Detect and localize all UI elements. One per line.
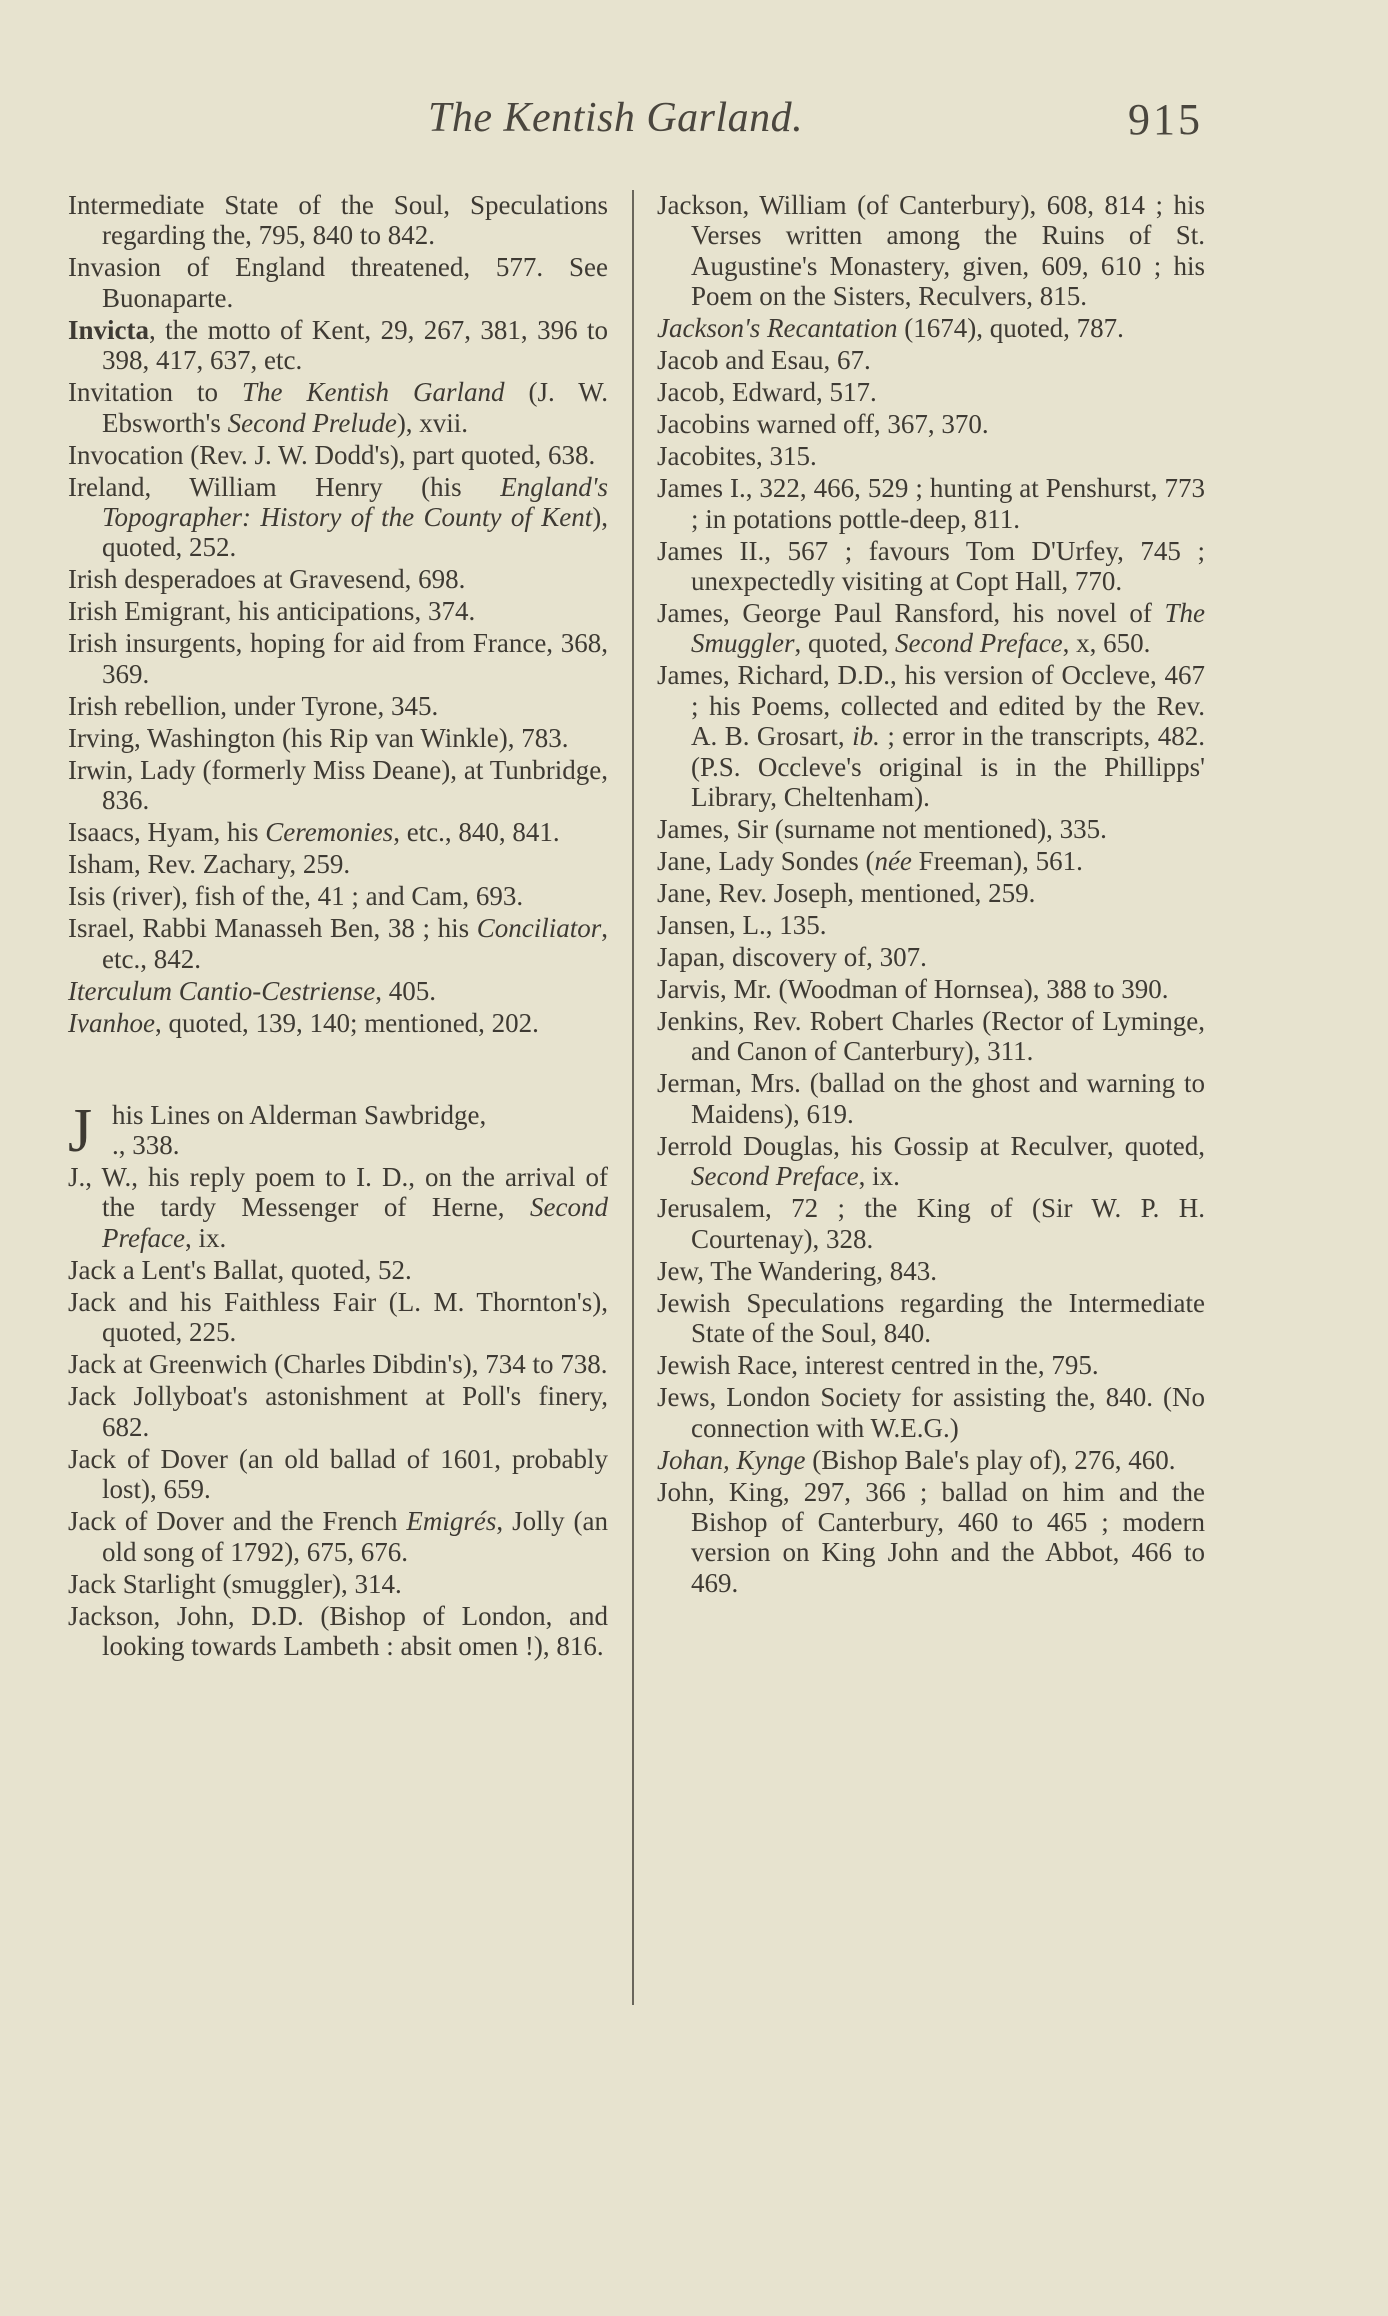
index-entry-text: née bbox=[874, 846, 912, 877]
index-entry-text: Isis (river), fish of the, 41 ; and Cam, 693. bbox=[68, 881, 524, 912]
index-entry-text: ib. bbox=[852, 721, 880, 752]
index-entry-text: Irish desperadoes at Gravesend, 698. bbox=[68, 564, 466, 595]
index-entry-text: Jerrold Douglas, his Gossip at Reculver, quoted, bbox=[657, 1130, 1205, 1161]
index-entry bbox=[68, 315, 608, 376]
index-entry-text: James, George Paul Ransford, his novel of bbox=[657, 598, 1165, 629]
index-entry-text: Isaacs, Hyam, his bbox=[68, 817, 266, 848]
index-entry-text: Ceremonies bbox=[265, 817, 394, 848]
index-entry bbox=[657, 974, 1205, 1004]
index-entry bbox=[68, 1255, 608, 1285]
index-entry-text: Jackson's Recantation bbox=[657, 313, 898, 344]
index-entry bbox=[68, 596, 608, 626]
index-entry-text: Irish insurgents, hoping for aid from France, 368, 369. bbox=[68, 628, 608, 689]
index-entry bbox=[657, 313, 1205, 343]
index-entry bbox=[657, 1193, 1205, 1254]
index-entry-text: Jackson, William (of Canterbury), 608, 814 ; his Verses written among the Ruins of St. Augustine's Monastery, given, 609, 610 ; his Poem on the Sisters, Reculvers, 815. bbox=[657, 190, 1205, 312]
index-entry-text: Jack and his Faithless Fair (L. M. Thornton's), quoted, 225. bbox=[68, 1286, 608, 1348]
index-entry-text: Jacob and Esau, 67. bbox=[657, 345, 871, 376]
index-entry-text: (1674), quoted, 787. bbox=[897, 313, 1124, 344]
index-entry bbox=[68, 1381, 608, 1442]
index-entry-text: England's Topographer: History of the County of Kent bbox=[102, 471, 608, 533]
index-entry bbox=[68, 1008, 608, 1038]
index-entry-text: Jack of Dover and the French bbox=[68, 1506, 407, 1537]
index-entry-text: Second Preface bbox=[102, 1192, 608, 1253]
left-column bbox=[68, 190, 608, 1663]
index-entry-text: Jacobites, 315. bbox=[657, 441, 817, 472]
index-entry-text: James, Sir (surname not mentioned), 335. bbox=[657, 814, 1107, 845]
left-entries bbox=[68, 190, 608, 1038]
index-entry bbox=[657, 1350, 1205, 1380]
index-entry bbox=[68, 1287, 608, 1348]
index-entry bbox=[657, 942, 1205, 972]
index-entry-text: Iterculum Cantio-Cestriense bbox=[68, 975, 376, 1006]
index-entry bbox=[657, 1477, 1205, 1599]
index-entry-text: Irish Emigrant, his anticipations, 374. bbox=[68, 596, 476, 627]
index-entry-text: Isham, Rev. Zachary, 259. bbox=[68, 849, 351, 880]
index-entry-text: Irwin, Lady (formerly Miss Deane), at Tunbridge, 836. bbox=[68, 754, 608, 816]
index-entry bbox=[68, 849, 608, 879]
index-entry bbox=[68, 755, 608, 816]
left-entries-j bbox=[68, 1162, 608, 1661]
index-entry-text: Johan, Kynge bbox=[657, 1444, 806, 1475]
index-entry bbox=[657, 1445, 1205, 1475]
index-entry bbox=[657, 1288, 1205, 1349]
index-entry-text: The Smuggler bbox=[691, 598, 1205, 659]
index-entry bbox=[657, 536, 1205, 597]
index-entry-text: (J. W. Ebsworth's bbox=[102, 377, 608, 438]
running-title: The Kentish Garland. bbox=[428, 95, 804, 141]
index-entry bbox=[657, 814, 1205, 844]
index-entry bbox=[68, 1569, 608, 1599]
index-entry-text: James I., 322, 466, 529 ; hunting at Penshurst, 773 ; in potations pottle-deep, 811. bbox=[657, 473, 1205, 534]
index-entry bbox=[657, 473, 1205, 534]
drop-cap-initial: J bbox=[68, 1096, 93, 1165]
index-entry-text: Jack Jollyboat's astonishment at Poll's finery, 682. bbox=[68, 1381, 608, 1442]
index-entry-text: Ivanhoe bbox=[68, 1007, 155, 1038]
index-entry-text: Jack at Greenwich (Charles Dibdin's), 734 to 738. bbox=[68, 1349, 608, 1380]
index-entry-text: Jerman, Mrs. (ballad on the ghost and warning to Maidens), 619. bbox=[657, 1068, 1205, 1129]
index-entry bbox=[68, 1506, 608, 1567]
index-entry-text: Emigrés bbox=[406, 1506, 497, 1537]
index-entry-text: Jack a Lent's Ballat, quoted, 52. bbox=[68, 1254, 412, 1285]
index-entry-text: Invocation (Rev. J. W. Dodd's), part quoted, 638. bbox=[68, 439, 596, 470]
index-entry-text: Second Prelude bbox=[227, 407, 397, 438]
index-entry-text: , quoted, bbox=[794, 628, 895, 659]
index-entry-text: Jacob, Edward, 517. bbox=[657, 377, 877, 408]
index-entry-j-dropcap bbox=[68, 1096, 608, 1165]
index-entry-text: Second Preface bbox=[895, 628, 1063, 659]
index-entry-text: Invicta bbox=[68, 314, 149, 345]
index-entry bbox=[68, 817, 608, 847]
index-entry-text: (Bishop Bale's play of), 276, 460. bbox=[805, 1444, 1176, 1475]
index-entry-text: Jenkins, Rev. Robert Charles (Rector of Lyminge, and Canon of Canterbury), 311. bbox=[657, 1006, 1205, 1067]
index-entry-text: Irving, Washington (his Rip van Winkle), 783. bbox=[68, 722, 569, 753]
index-entry bbox=[657, 409, 1205, 439]
index-entry-text: , Jolly (an old song of 1792), 675, 676. bbox=[102, 1506, 608, 1567]
index-entry bbox=[68, 472, 608, 563]
index-entry-text: Jews, London Society for assisting the, 840. (No connection with W.E.G.) bbox=[657, 1382, 1205, 1443]
index-entry-text: Israel, Rabbi Manasseh Ben, 38 ; his bbox=[68, 913, 477, 944]
index-entry bbox=[68, 1601, 608, 1662]
index-entry-text: , x, 650. bbox=[1062, 628, 1151, 659]
index-entry bbox=[657, 846, 1205, 876]
index-entry bbox=[657, 190, 1205, 312]
index-entry-text: Jewish Race, interest centred in the, 795. bbox=[657, 1350, 1099, 1381]
section-gap bbox=[68, 1040, 608, 1100]
drop-cap-second-line: ., 338. bbox=[112, 1130, 180, 1161]
index-entry bbox=[657, 1256, 1205, 1286]
index-entry-text: Jack Starlight (smuggler), 314. bbox=[68, 1568, 402, 1599]
index-entry-text: Jarvis, Mr. (Woodman of Hornsea), 388 to 390. bbox=[657, 974, 1169, 1005]
index-entry bbox=[657, 910, 1205, 940]
index-entry bbox=[68, 976, 608, 1006]
index-entry-text: Second Preface bbox=[691, 1161, 859, 1192]
index-entry bbox=[657, 1006, 1205, 1067]
index-entry-text: John, King, 297, 366 ; ballad on him and the Bishop of Canterbury, 460 to 465 ; modern version on King John and the Abbot, 466 to 469. bbox=[657, 1476, 1205, 1598]
index-entry-text: , etc., 842. bbox=[102, 913, 608, 974]
index-entry bbox=[68, 628, 608, 689]
index-entry bbox=[68, 440, 608, 470]
index-entry-text: Jerusalem, 72 ; the King of (Sir W. P. H. Courtenay), 328. bbox=[657, 1193, 1205, 1254]
index-entry bbox=[657, 660, 1205, 812]
right-entries bbox=[657, 190, 1205, 1598]
index-entry bbox=[657, 345, 1205, 375]
index-entry bbox=[68, 564, 608, 594]
index-entry bbox=[68, 691, 608, 721]
index-entry-text: ), quoted, 252. bbox=[102, 502, 608, 563]
index-entry bbox=[657, 441, 1205, 471]
index-entry bbox=[657, 1131, 1205, 1192]
index-entry-text: The Kentish Garland bbox=[241, 377, 505, 408]
running-header bbox=[0, 94, 1388, 154]
index-entry-text: Ireland, William Henry (his bbox=[68, 471, 501, 502]
index-entry-text: Jackson, John, D.D. (Bishop of London, and looking towards Lambeth : absit omen !), 816. bbox=[68, 1600, 608, 1661]
index-entry-text: , the motto of Kent, 29, 267, 381, 396 to 398, 417, 637, etc. bbox=[102, 314, 608, 376]
index-entry bbox=[657, 598, 1205, 659]
index-entry-text: Freeman), 561. bbox=[911, 846, 1083, 877]
index-entry bbox=[68, 913, 608, 974]
index-entry bbox=[657, 878, 1205, 908]
index-entry-text: , ix. bbox=[184, 1222, 227, 1253]
index-entry-text: , ix. bbox=[858, 1161, 900, 1192]
index-entry bbox=[68, 1444, 608, 1505]
index-entry-text: Invasion of England threatened, 577. See Buonaparte. bbox=[68, 252, 608, 313]
index-entry-text: Jewish Speculations regarding the Intermediate State of the Soul, 840. bbox=[657, 1287, 1205, 1349]
drop-cap-text bbox=[68, 1096, 608, 1165]
index-entry bbox=[68, 881, 608, 911]
index-entry bbox=[68, 377, 608, 438]
index-entry-text: Jansen, L., 135. bbox=[657, 910, 827, 941]
index-entry-text: J., W., his reply poem to I. D., on the arrival of the tardy Messenger of Herne, bbox=[68, 1162, 608, 1223]
index-entry-text: , 405. bbox=[375, 975, 436, 1006]
right-column bbox=[657, 190, 1205, 1600]
index-entry bbox=[657, 1068, 1205, 1129]
index-entry-text: , quoted, 139, 140; mentioned, 202. bbox=[154, 1007, 539, 1038]
index-entry-text: ), xvii. bbox=[396, 407, 469, 438]
index-entry-text: Japan, discovery of, 307. bbox=[657, 942, 927, 973]
index-entry-text: Jacobins warned off, 367, 370. bbox=[657, 409, 989, 440]
index-entry-text: Invitation to bbox=[68, 377, 242, 408]
index-entry-text: Irish rebellion, under Tyrone, 345. bbox=[68, 690, 439, 721]
index-entry bbox=[657, 377, 1205, 407]
index-entry-text: ; error in the transcripts, 482. (P.S. Occleve's original is in the Phillipps' Library, Cheltenham). bbox=[691, 721, 1205, 813]
column-divider bbox=[632, 190, 634, 2005]
index-entry bbox=[68, 252, 608, 313]
index-entry bbox=[657, 1382, 1205, 1443]
index-entry-text: James II., 567 ; favours Tom D'Urfey, 745 ; unexpectedly visiting at Copt Hall, 770. bbox=[657, 535, 1205, 597]
index-entry-text: Jew, The Wandering, 843. bbox=[657, 1255, 938, 1286]
index-entry-text: James, Richard, D.D., his version of Occleve, 467 ; his Poems, collected and edited by the Rev. A. B. Grosart, bbox=[657, 660, 1205, 752]
index-entry-text: Intermediate State of the Soul, Speculations regarding the, 795, 840 to 842. bbox=[68, 190, 608, 251]
index-entry bbox=[68, 1349, 608, 1379]
index-entry-text: , etc., 840, 841. bbox=[393, 817, 560, 848]
index-entry-text: Jack of Dover (an old ballad of 1601, probably lost), 659. bbox=[68, 1443, 608, 1505]
index-entry-text: Jane, Rev. Joseph, mentioned, 259. bbox=[657, 878, 1036, 909]
index-entry bbox=[68, 1162, 608, 1253]
page-number: 915 bbox=[1128, 95, 1203, 144]
index-entry bbox=[68, 190, 608, 251]
index-entry-text: Conciliator bbox=[476, 913, 602, 944]
drop-cap-first-line: his Lines on Alderman Sawbridge, bbox=[112, 1099, 487, 1130]
index-entry bbox=[68, 723, 608, 753]
index-entry-text: Jane, Lady Sondes ( bbox=[657, 846, 875, 877]
